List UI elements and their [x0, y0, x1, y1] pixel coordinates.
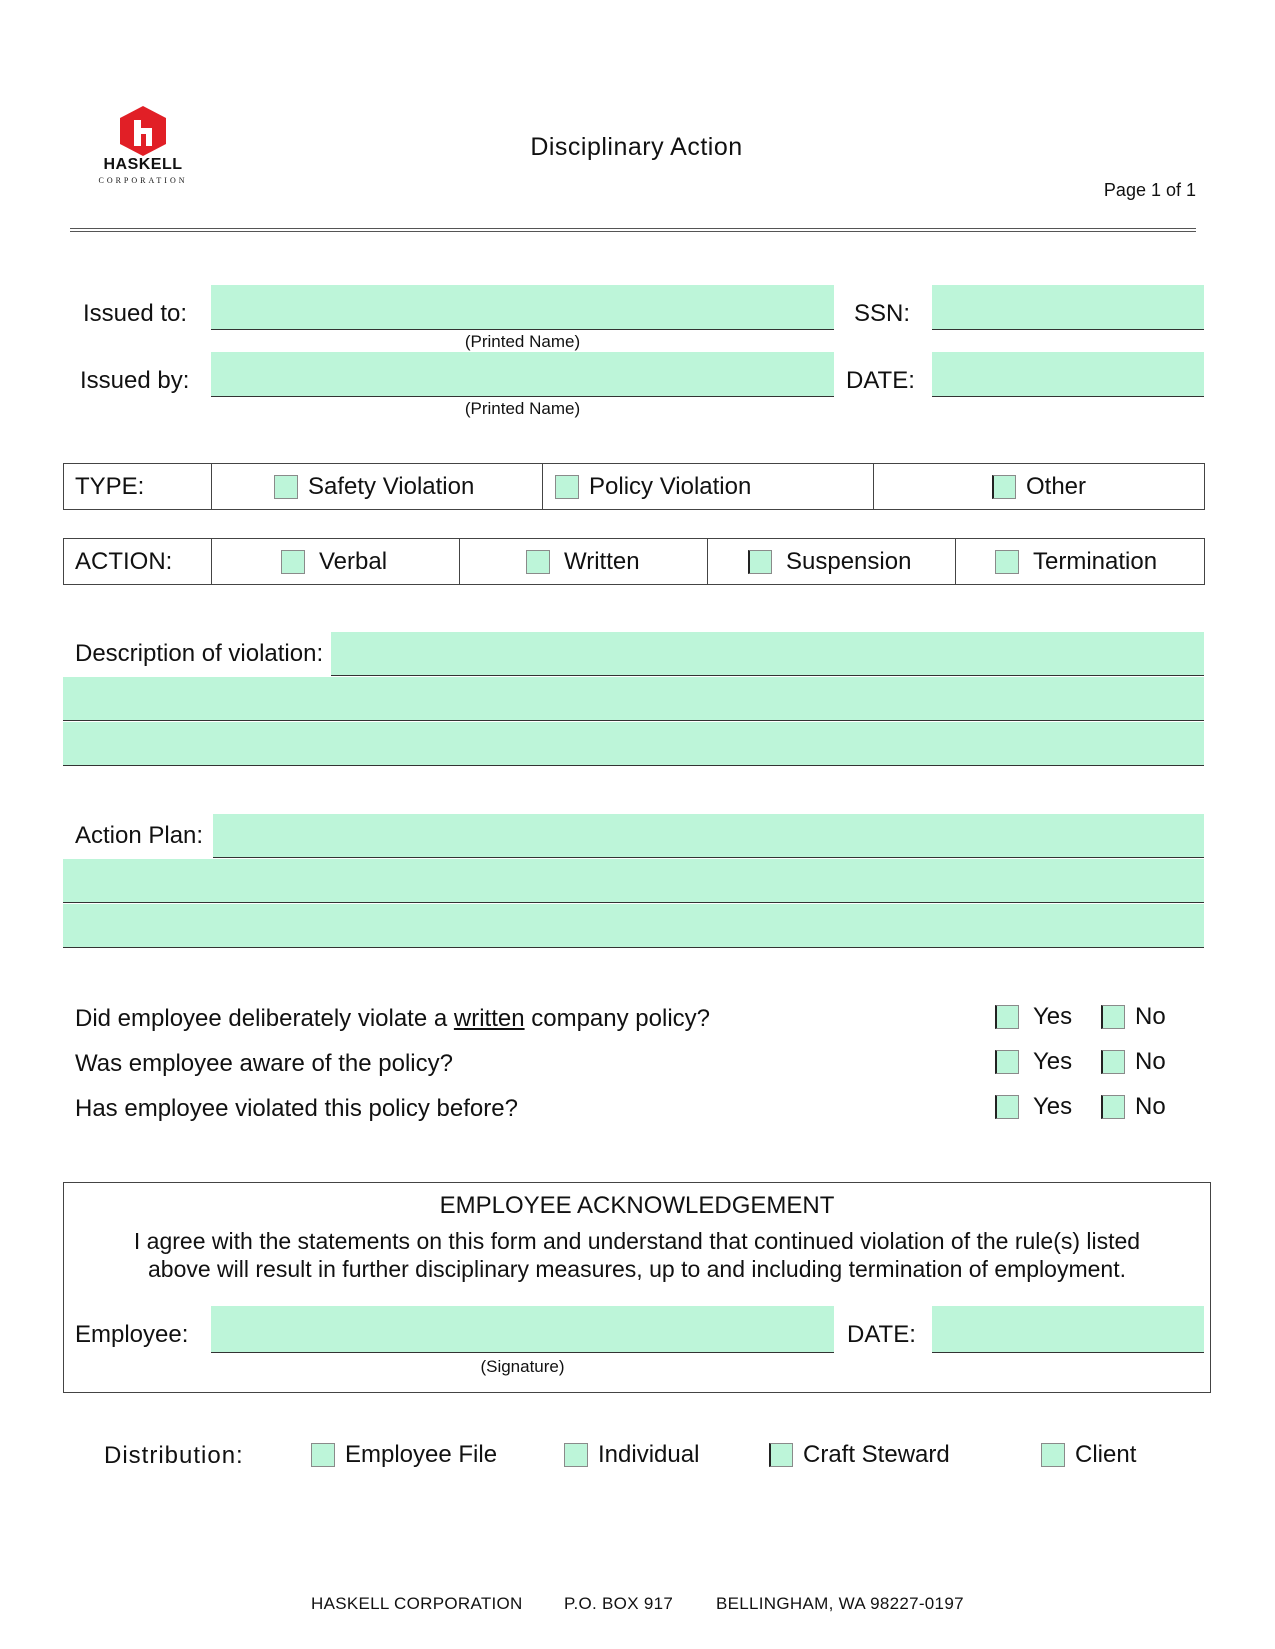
- individual-checkbox[interactable]: [564, 1443, 588, 1467]
- description-field-line-1[interactable]: [331, 632, 1204, 676]
- question-deliberate-underlined: written: [453, 1005, 525, 1032]
- q1-yes-label: Yes: [1033, 1003, 1073, 1030]
- action-plan-label: Action Plan:: [75, 822, 204, 849]
- page-number: Page 1 of 1: [1103, 180, 1196, 200]
- craft-steward-checkbox[interactable]: [769, 1443, 793, 1467]
- verbal-label: Verbal: [319, 547, 388, 575]
- issued-date-label: DATE:: [846, 367, 915, 394]
- q3-yes-checkbox[interactable]: [995, 1095, 1019, 1119]
- q2-no-option[interactable]: [1101, 1048, 1166, 1076]
- distribution-individual[interactable]: [564, 1441, 699, 1469]
- action-label: ACTION:: [75, 547, 173, 575]
- other-checkbox[interactable]: [992, 475, 1016, 499]
- suspension-label: Suspension: [786, 547, 912, 575]
- acknowledgement-heading: EMPLOYEE ACKNOWLEDGEMENT: [439, 1192, 835, 1219]
- q2-no-checkbox[interactable]: [1101, 1050, 1125, 1074]
- logo-name: HASKELL: [103, 156, 183, 173]
- acknowledgement-text-line-2: above will result in further disciplinary measures, up to and including termination of employment.: [148, 1256, 1126, 1282]
- header-divider-2: [70, 231, 1196, 232]
- action-row: [63, 538, 1205, 585]
- safety-violation-label: Safety Violation: [308, 472, 475, 500]
- question-aware: Was employee aware of the policy?: [75, 1050, 453, 1077]
- individual-label: Individual: [598, 1441, 700, 1468]
- question-deliberate: [75, 1005, 710, 1033]
- type-option-safety[interactable]: [274, 473, 474, 501]
- issued-date-field[interactable]: [932, 352, 1204, 397]
- policy-violation-label: Policy Violation: [589, 472, 752, 500]
- type-option-policy[interactable]: [555, 473, 751, 501]
- q3-no-option[interactable]: [1101, 1093, 1166, 1121]
- safety-violation-checkbox[interactable]: [274, 475, 298, 499]
- question-before: Has employee violated this policy before?: [75, 1095, 518, 1122]
- employee-file-label: Employee File: [345, 1441, 498, 1468]
- employee-file-checkbox[interactable]: [311, 1443, 335, 1467]
- description-field-line-3[interactable]: [63, 722, 1204, 766]
- issued-to-field[interactable]: [211, 285, 834, 330]
- q2-yes-checkbox[interactable]: [995, 1050, 1019, 1074]
- q1-yes-checkbox[interactable]: [995, 1005, 1019, 1029]
- ssn-field[interactable]: [932, 285, 1204, 330]
- question-deliberate-text-b: company policy?: [524, 1005, 711, 1032]
- action-option-suspension[interactable]: [748, 548, 911, 576]
- haskell-logo-icon: [88, 104, 198, 156]
- distribution-craft-steward[interactable]: [769, 1441, 950, 1469]
- issued-by-hint: (Printed Name): [464, 399, 581, 418]
- action-option-termination[interactable]: [995, 548, 1157, 576]
- company-logo: [88, 104, 198, 184]
- employee-date-field[interactable]: [932, 1306, 1204, 1353]
- verbal-checkbox[interactable]: [281, 550, 305, 574]
- q1-yes-option[interactable]: [995, 1003, 1072, 1031]
- action-plan-field-line-3[interactable]: [63, 904, 1204, 948]
- page-title: Disciplinary Action: [530, 133, 743, 161]
- employee-date-label: DATE:: [847, 1321, 916, 1348]
- q2-yes-label: Yes: [1033, 1048, 1073, 1075]
- action-option-written[interactable]: [526, 548, 640, 576]
- q3-yes-label: Yes: [1033, 1093, 1073, 1120]
- issued-by-label: Issued by:: [80, 367, 190, 394]
- action-option-verbal[interactable]: [281, 548, 387, 576]
- action-plan-field-line-2[interactable]: [63, 859, 1204, 903]
- distribution-client[interactable]: [1041, 1441, 1136, 1469]
- footer-po-box: P.O. BOX 917: [564, 1594, 674, 1613]
- termination-label: Termination: [1033, 547, 1158, 575]
- footer-company: HASKELL CORPORATION: [311, 1594, 523, 1613]
- client-label: Client: [1075, 1441, 1137, 1468]
- distribution-label: Distribution:: [104, 1442, 244, 1469]
- type-row: [63, 463, 1205, 510]
- description-field-line-2[interactable]: [63, 677, 1204, 721]
- header-divider: [70, 228, 1196, 229]
- action-plan-field-line-1[interactable]: [213, 814, 1204, 858]
- q1-no-option[interactable]: [1101, 1003, 1166, 1031]
- written-label: Written: [564, 547, 640, 575]
- acknowledgement-box: [63, 1182, 1211, 1393]
- q3-no-checkbox[interactable]: [1101, 1095, 1125, 1119]
- issued-to-hint: (Printed Name): [464, 332, 581, 351]
- client-checkbox[interactable]: [1041, 1443, 1065, 1467]
- q3-no-label: No: [1135, 1093, 1166, 1120]
- logo-sub: CORPORATION: [98, 176, 188, 185]
- employee-label: Employee:: [75, 1321, 189, 1348]
- signature-hint: (Signature): [480, 1357, 565, 1376]
- q1-no-checkbox[interactable]: [1101, 1005, 1125, 1029]
- question-deliberate-text-a: Did employee deliberately violate a: [75, 1005, 454, 1032]
- policy-violation-checkbox[interactable]: [555, 475, 579, 499]
- suspension-checkbox[interactable]: [748, 550, 772, 574]
- type-label: TYPE:: [75, 472, 145, 500]
- termination-checkbox[interactable]: [995, 550, 1019, 574]
- distribution-employee-file[interactable]: [311, 1441, 497, 1469]
- description-label: Description of violation:: [75, 640, 324, 667]
- acknowledgement-text-line-1: I agree with the statements on this form and understand that continued violation of the rule(s) listed: [133, 1228, 1141, 1254]
- q2-no-label: No: [1135, 1048, 1166, 1075]
- ssn-label: SSN:: [854, 300, 911, 327]
- employee-signature-field[interactable]: [211, 1306, 834, 1353]
- craft-steward-label: Craft Steward: [803, 1441, 950, 1468]
- q3-yes-option[interactable]: [995, 1093, 1072, 1121]
- q2-yes-option[interactable]: [995, 1048, 1072, 1076]
- footer-address: BELLINGHAM, WA 98227-0197: [716, 1594, 964, 1613]
- q1-no-label: No: [1135, 1003, 1166, 1030]
- type-option-other[interactable]: [992, 473, 1086, 501]
- written-checkbox[interactable]: [526, 550, 550, 574]
- issued-by-field[interactable]: [211, 352, 834, 397]
- other-label: Other: [1026, 472, 1087, 500]
- issued-to-label: Issued to:: [83, 300, 188, 327]
